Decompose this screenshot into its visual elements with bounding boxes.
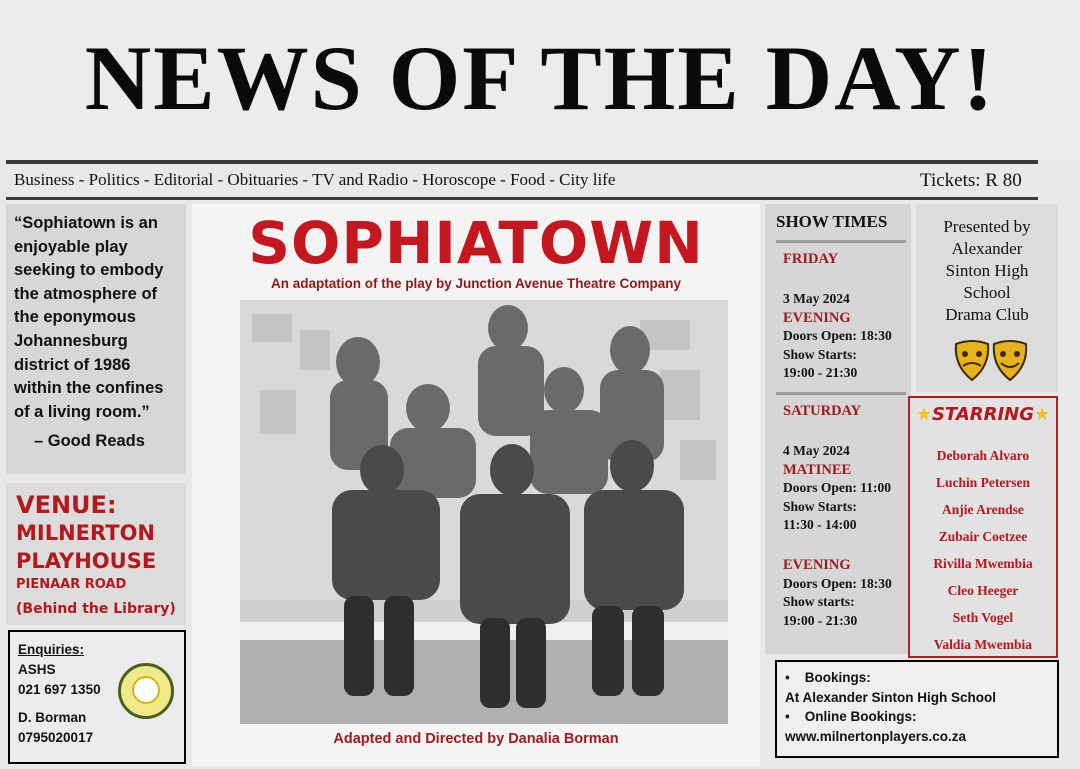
- bullet-icon: •: [785, 670, 805, 685]
- friday-label: FRIDAY: [783, 251, 839, 267]
- venue-label: VENUE:: [16, 491, 117, 519]
- venue-box: [6, 483, 186, 625]
- enquiries-org: ASHS: [18, 662, 56, 677]
- matinee-time: 11:30 - 14:00: [783, 517, 857, 532]
- bookings-place: At Alexander Sinton High School: [785, 689, 997, 705]
- presented-line-4: School: [963, 283, 1011, 302]
- cast-member: Cleo Heeger: [947, 583, 1019, 598]
- saturday-date: 4 May 2024: [783, 443, 850, 458]
- star-icon: ★: [1034, 404, 1051, 425]
- evening-doors: Doors Open: 18:30: [783, 575, 892, 591]
- presented-line-1: Presented by: [943, 217, 1031, 236]
- headline: NEWS OF THE DAY!: [84, 27, 996, 129]
- cast-member: Valdia Mwembia: [933, 637, 1033, 652]
- cast-member: Anjie Arendse: [942, 502, 1024, 517]
- presented-line-3: Sinton High: [945, 261, 1029, 280]
- friday-doors: Doors Open: 18:30: [783, 328, 892, 343]
- bookings-box: [775, 660, 1059, 758]
- bullet-icon: •: [785, 709, 805, 724]
- enquiries-phone-2: 0795020017: [18, 730, 94, 745]
- cast-member: Zubair Coetzee: [938, 529, 1028, 544]
- enquiries-contact: D. Borman: [18, 710, 87, 725]
- venue-road: PIENAAR ROAD: [16, 577, 127, 592]
- presented-line-5: Drama Club: [945, 305, 1029, 324]
- cast-photo: [240, 300, 728, 724]
- matinee-starts-label: Show Starts:: [783, 498, 857, 514]
- ticket-price: Tickets: R 80: [920, 170, 1022, 191]
- school-crest-inner: [132, 676, 160, 704]
- friday-details: [783, 290, 892, 383]
- matinee-doors: Doors Open: 11:00: [783, 480, 891, 495]
- venue-name-line2: PLAYHOUSE: [16, 549, 157, 573]
- venue-note: (Behind the Library): [16, 601, 176, 617]
- divider-top: [6, 160, 1038, 164]
- online-bookings-label-text: Online Bookings:: [804, 709, 917, 724]
- saturday-matinee-details: [783, 442, 891, 535]
- friday-session: EVENING: [783, 309, 851, 326]
- theatre-masks-icon: [952, 336, 1030, 386]
- venue-name-line1: MILNERTON: [16, 521, 155, 545]
- cast-member: Deborah Alvaro: [936, 448, 1030, 463]
- friday-time: 19:00 - 21:30: [783, 365, 858, 380]
- bookings-label: [785, 668, 1049, 688]
- cast-member: Luchin Petersen: [935, 475, 1031, 490]
- cast-member: Seth Vogel: [952, 610, 1014, 625]
- review-quote: “Sophiatown is an enjoyable play seeking to embody the atmosphere of the eponymous Johannesburg district of 1986 within the confines of a living room.”: [14, 214, 164, 421]
- showtimes-heading: SHOW TIMES: [776, 212, 888, 231]
- evening-time: 19:00 - 21:30: [783, 612, 858, 628]
- friday-date: 3 May 2024: [783, 291, 850, 306]
- section-nav: Business - Politics - Editorial - Obituaries - TV and Radio - Horoscope - Food - City life: [14, 170, 616, 189]
- showtimes-divider: [776, 240, 906, 243]
- cast-photo-illustration: [240, 300, 728, 724]
- enquiries-phone-1: 021 697 1350: [18, 682, 101, 697]
- cast-member: Rivilla Mwembia: [933, 556, 1033, 571]
- saturday-label: SATURDAY: [783, 403, 862, 419]
- matinee-session: MATINEE: [783, 461, 852, 478]
- evening-starts-label: Show starts:: [783, 594, 855, 609]
- friday-starts-label: Show Starts:: [783, 346, 857, 362]
- enquiries-title: Enquiries:: [18, 642, 85, 657]
- saturday-evening-details: [783, 556, 892, 630]
- star-icon: ★: [915, 404, 932, 425]
- play-title: SOPHIATOWN: [248, 209, 704, 277]
- bookings-label-text: Bookings:: [804, 670, 871, 685]
- quote-source: – Good Reads: [34, 432, 145, 451]
- cast-list: [908, 442, 1058, 658]
- director-credit: Adapted and Directed by Danalia Borman: [333, 731, 619, 747]
- bookings-url[interactable]: www.milnertonplayers.co.za: [785, 728, 967, 744]
- starring-label: STARRING: [931, 404, 1035, 425]
- friday-divider: [776, 392, 906, 395]
- divider-bottom: [6, 197, 1038, 200]
- online-bookings-label: [785, 707, 1049, 727]
- presented-line-2: Alexander: [951, 239, 1023, 258]
- play-subtitle: An adaptation of the play by Junction Avenue Theatre Company: [270, 276, 682, 291]
- evening-session: EVENING: [783, 557, 851, 573]
- review-quote-box: [6, 204, 186, 474]
- starring-heading: [908, 404, 1058, 425]
